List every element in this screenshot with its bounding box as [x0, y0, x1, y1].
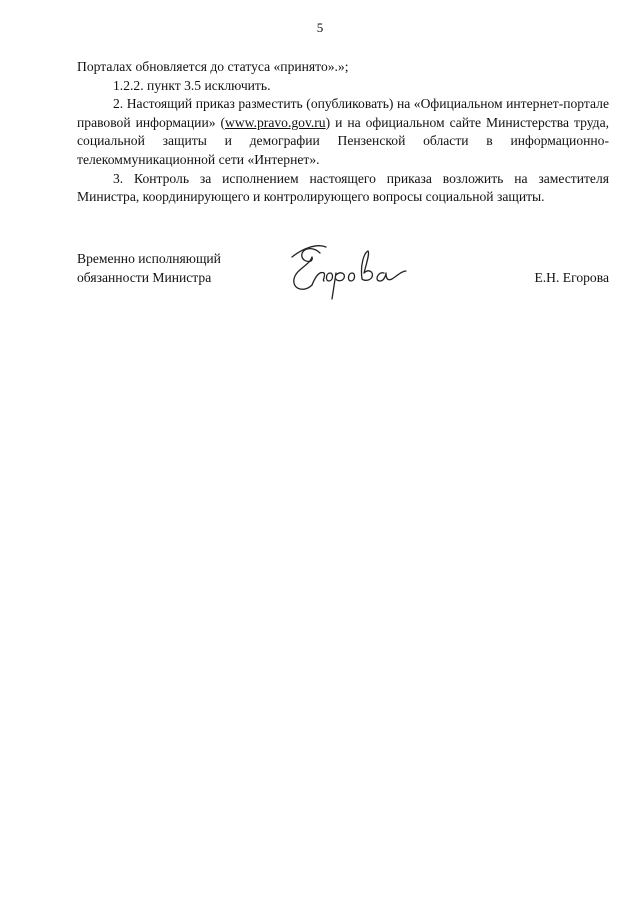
paragraph-item-1-2-2: 1.2.2. пункт 3.5 исключить.: [113, 77, 271, 93]
document-body: [77, 58, 609, 207]
handwritten-signature: [282, 235, 412, 315]
signature-block: [77, 250, 609, 320]
publication-text-start: 2. Настоящий приказ разместить (опубликовать) на «Официальном интернет-портале правовой информации» (: [77, 96, 609, 130]
paragraph-continuation: Порталах обновляется до статуса «принято».»;: [77, 59, 349, 74]
pravo-gov-link[interactable]: www.pravo.gov.ru: [225, 114, 326, 130]
publication-text-end: ) и на официальном сайте Министерства труда, социальной защиты и демографии Пензенской области в информационно-телекоммуникационной сети «Интернет».: [77, 114, 609, 167]
paragraph-publication: [77, 95, 609, 169]
signer-title-line-1: Временно исполняющий: [77, 251, 221, 266]
signer-title-line-2: обязанности Министра: [77, 269, 212, 285]
signer-name: Е.Н. Егорова: [534, 269, 609, 285]
page-number: 5: [316, 20, 324, 35]
paragraph-control: 3. Контроль за исполнением настоящего приказа возложить на заместителя Министра, координирующего и контролирующего вопросы социальной защиты.: [77, 170, 609, 205]
signer-title: [77, 250, 221, 287]
